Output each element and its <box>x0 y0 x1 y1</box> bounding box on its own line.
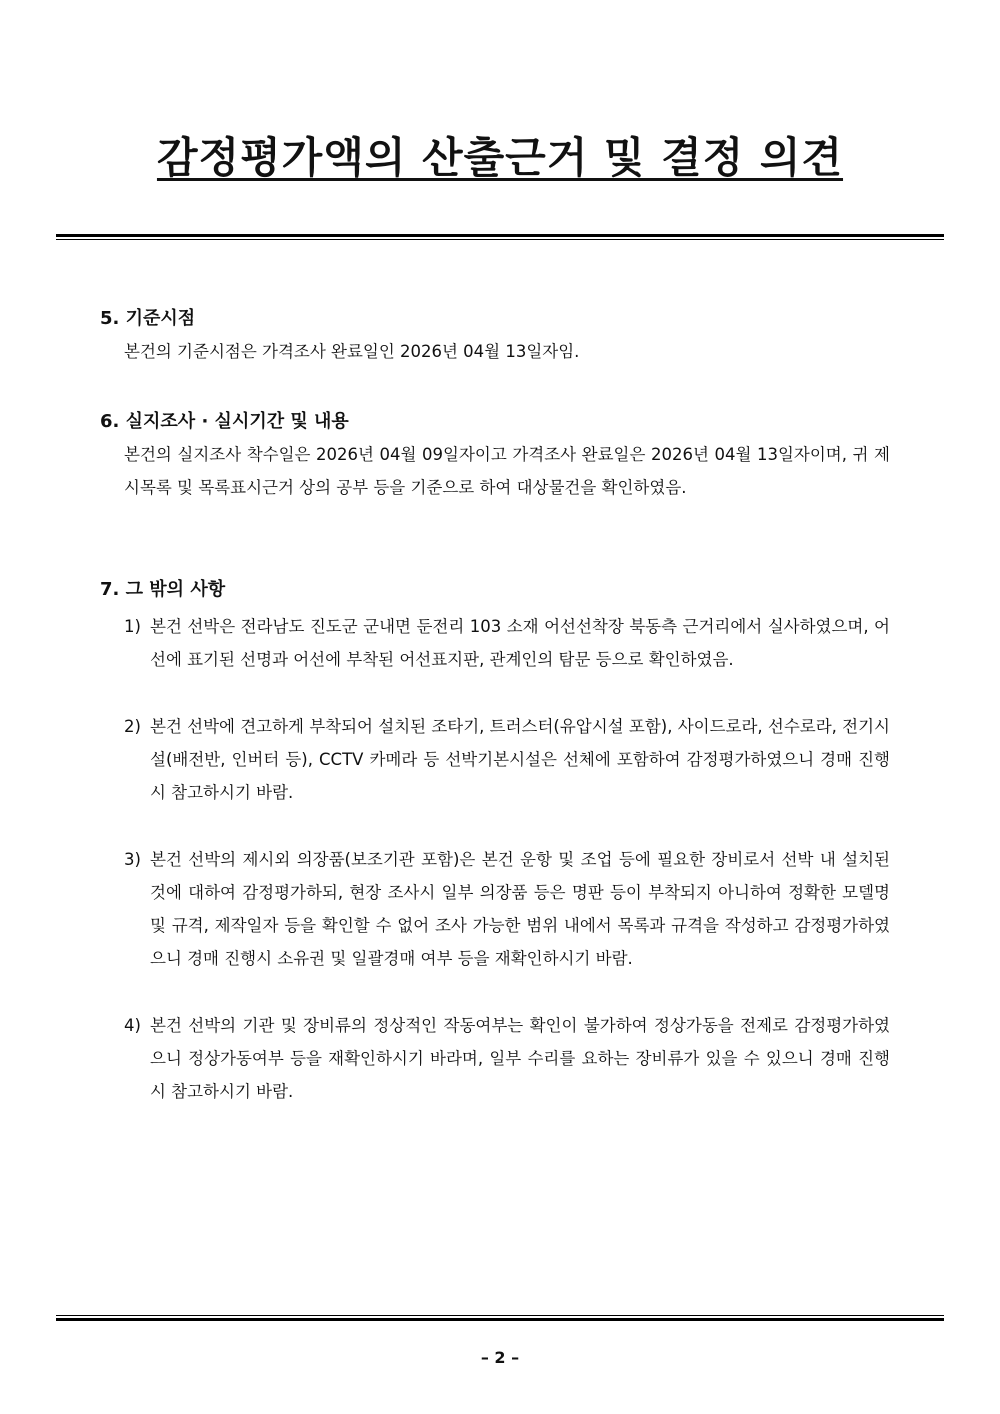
bottom-divider <box>56 1315 944 1321</box>
section-field-survey <box>100 406 890 504</box>
section-heading: 6. 실지조사 · 실시기간 및 내용 <box>100 411 349 432</box>
list-item <box>124 1009 890 1108</box>
list-item-text: 본건 선박에 견고하게 부착되어 설치된 조타기, 트러스터(유압시설 포함), 사이드로라, 선수로라, 전기시설(배전반, 인버터 등), CCTV 카메라 등 선박기본시설은 선체에 포함하여 감정평가하였으니 경매 진행시 참고하시기 바람. <box>150 717 890 802</box>
list-item <box>124 710 890 809</box>
list-item-text: 본건 선박은 전라남도 진도군 군내면 둔전리 103 소재 어선선착장 북동측 근거리에서 실사하였으며, 어선에 표기된 선명과 어선에 부착된 어선표지판, 관계인의 탐문 등으로 확인하였음. <box>150 617 890 669</box>
page-title <box>0 128 1000 188</box>
top-divider <box>56 234 944 240</box>
page-title-text: 감정평가액의 산출근거 및 결정 의견 <box>156 133 844 182</box>
list-item-text: 본건 선박의 기관 및 장비류의 정상적인 작동여부는 확인이 불가하여 정상가동을 전제로 감정평가하였으니 정상가동여부 등을 재확인하시기 바라며, 일부 수리를 요하는 장비류가 있을 수 있으니 경매 진행시 참고하시기 바람. <box>150 1016 890 1101</box>
list-item-number: 3) <box>124 850 141 869</box>
section-body: 본건의 기준시점은 가격조사 완료일인 2026년 04월 13일자임. <box>124 342 580 361</box>
section-heading: 5. 기준시점 <box>100 308 196 329</box>
section-other-matters <box>100 574 890 1108</box>
list-item <box>124 843 890 975</box>
list-item-number: 4) <box>124 1016 141 1035</box>
list-item-number: 2) <box>124 717 141 736</box>
section-heading: 7. 그 밖의 사항 <box>100 579 226 600</box>
section-body: 본건의 실지조사 착수일은 2026년 04월 09일자이고 가격조사 완료일은 2026년 04월 13일자이며, 귀 제시목록 및 목록표시근거 상의 공부 등을 기준으로 하여 대상물건을 확인하였음. <box>124 445 890 497</box>
section-reference-date <box>100 303 890 368</box>
page-number: – 2 – <box>480 1348 520 1367</box>
list-item <box>124 610 890 676</box>
list-item-text: 본건 선박의 제시외 의장품(보조기관 포함)은 본건 운항 및 조업 등에 필요한 장비로서 선박 내 설치된 것에 대하여 감정평가하되, 현장 조사시 일부 의장품 등은 명판 등이 부착되지 아니하여 정확한 모델명 및 규격, 제작일자 등을 확인할 수 없어 조사 가능한 범위 내에서 목록과 규격을 작성하고 감정평가하였으니 경매 진행시 소유권 및 일괄경매 여부 등을 재확인하시기 바람. <box>150 850 890 968</box>
list-item-number: 1) <box>124 617 141 636</box>
